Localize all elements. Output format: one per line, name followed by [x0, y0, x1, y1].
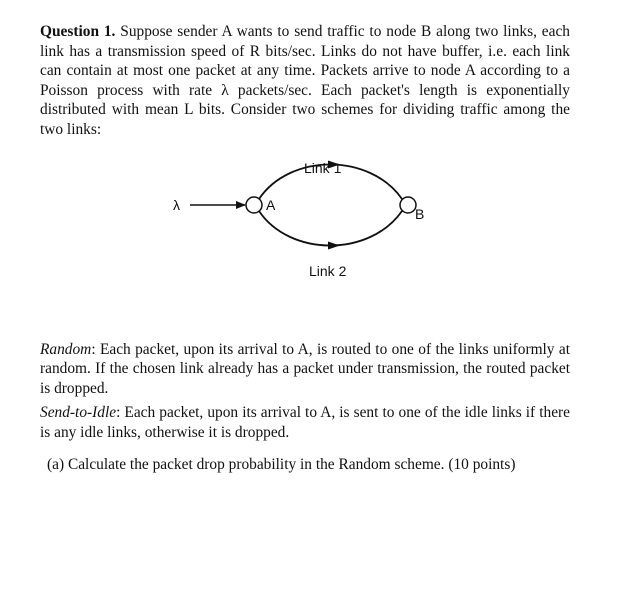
question-label: Question 1.	[40, 23, 116, 40]
node-b-label: B	[415, 205, 425, 222]
scheme-send-to-idle-name: Send-to-Idle	[40, 404, 117, 422]
scheme-send-to-idle	[40, 403, 570, 442]
link-2-label: Link 2	[309, 262, 347, 279]
node-b-circle	[400, 197, 416, 213]
question-text: Suppose sender A wants to send traffic to node B along two links, each link has a transmission speed of R bits/sec. Links do not have buffer, i.e. each link can contain at most one packet at any time. Packets arrive to node A according to a Poisson process with rate λ packets/sec. Each packet's length is exponentially distributed with mean L bits. Consider two schemes for dividing traffic among the two links:	[40, 23, 570, 138]
question-page	[40, 22, 570, 474]
part-a-text: Calculate the packet drop probability in the Random scheme. (10 points)	[67, 455, 516, 473]
scheme-random-text: : Each packet, upon its arrival to A, is routed to one of the links uniformly at random. If the chosen link already has a packet under transmission, the routed packet is dropped.	[40, 340, 570, 397]
scheme-send-to-idle-text: : Each packet, upon its arrival to A, is sent to one of the idle links if there is any idle links, otherwise it is dropped.	[40, 404, 570, 441]
scheme-random	[40, 340, 570, 399]
link-2-path	[259, 211, 402, 246]
node-a-circle	[246, 197, 262, 213]
node-a-label: A	[266, 196, 276, 213]
link-2-arrow	[328, 241, 340, 249]
part-a-label: (a)	[47, 455, 65, 473]
part-a	[47, 455, 570, 475]
link-1-label: Link 1	[304, 159, 342, 176]
network-diagram-svg	[40, 158, 570, 318]
network-diagram	[40, 158, 570, 318]
question-statement	[40, 22, 570, 140]
scheme-random-name: Random	[40, 340, 92, 358]
lambda-label: λ	[173, 196, 180, 213]
